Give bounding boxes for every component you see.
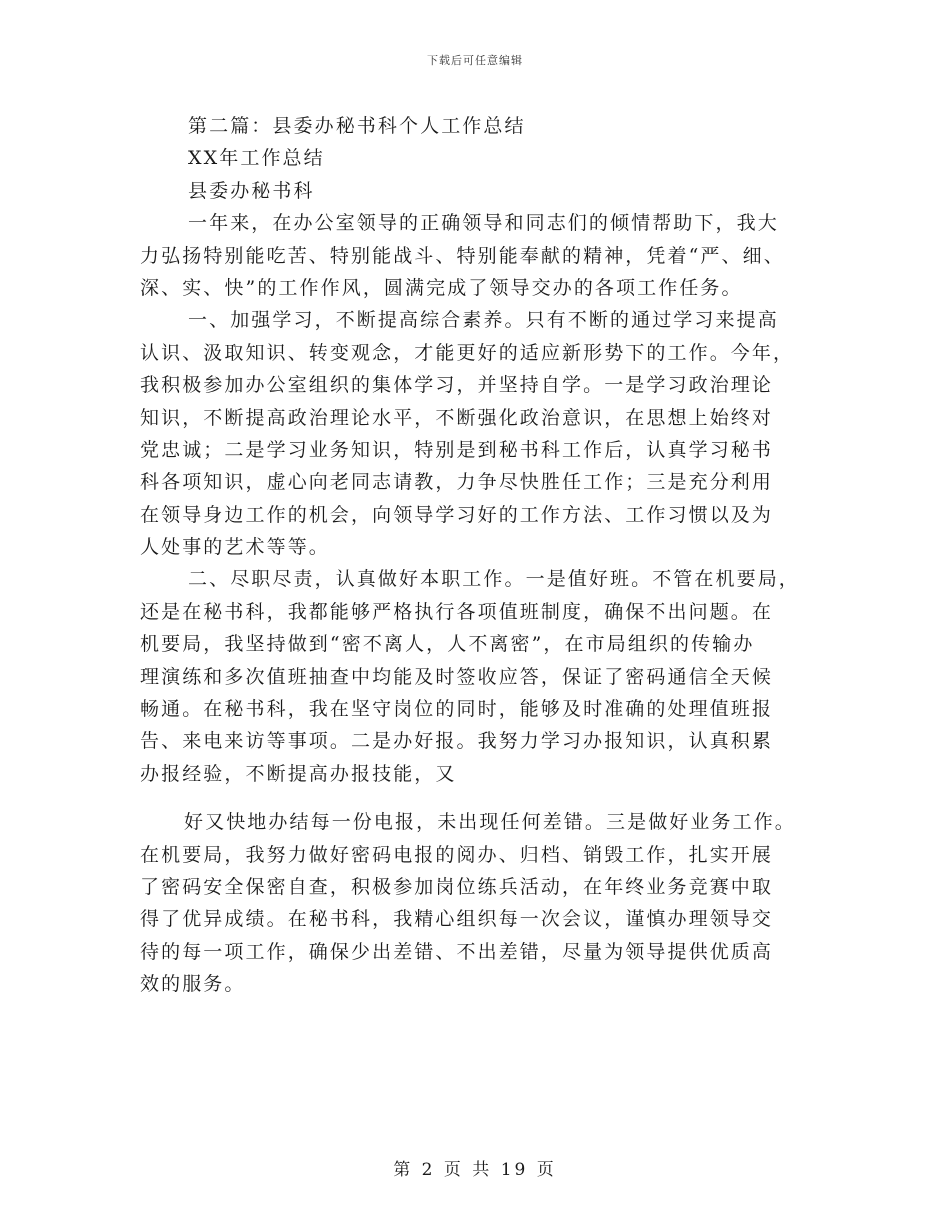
- paragraph-line: 了密码安全保密自查，积极参加岗位练兵活动，在年终业务竞赛中取: [140, 875, 774, 898]
- paragraph-line: 还是在秘书科，我都能够严格执行各项值班制度，确保不出问题。在: [140, 600, 774, 623]
- paragraph-line: 得了优异成绩。在秘书科，我精心组织每一次会议，谨慎办理领导交: [140, 908, 774, 931]
- document-department: 县委办秘书科: [188, 179, 315, 202]
- paragraph-line: 一、加强学习，不断提高综合素养。只有不断的通过学习来提高: [188, 309, 779, 332]
- footer-prefix: 第: [393, 1160, 414, 1180]
- paragraph-line: 二、尽职尽责，认真做好本职工作。一是值好班。不管在机要局，: [188, 568, 800, 591]
- paragraph-line: 力弘扬特别能吃苦、特别能战斗、特别能奉献的精神，凭着“严、细、: [140, 244, 785, 267]
- paragraph-line: 待的每一项工作，确保少出差错、不出差错，尽量为领导提供优质高: [140, 940, 774, 963]
- paragraph-line: 我积极参加办公室组织的集体学习，并坚持自学。一是学习政治理论: [140, 374, 774, 397]
- paragraph-line: 畅通。在秘书科，我在坚守岗位的同时，能够及时准确的处理值班报: [140, 698, 774, 721]
- paragraph-line: 深、实、快”的工作作风，圆满完成了领导交办的各项工作任务。: [140, 276, 743, 299]
- document-title: 第二篇：县委办秘书科个人工作总结: [188, 115, 526, 137]
- page-number-footer: [0, 1155, 950, 1180]
- paragraph-line: 告、来电来访等事项。二是办好报。我努力学习办报知识，认真积累: [140, 730, 774, 753]
- total-page-count: 19: [500, 1160, 529, 1180]
- page-header-note: 下载后可任意编辑: [427, 54, 523, 67]
- paragraph-line: 好又快地办结每一份电报，未出现任何差错。三是做好业务工作。: [184, 811, 796, 834]
- paragraph-line: 党忠诚；二是学习业务知识，特别是到秘书科工作后，认真学习秘书: [140, 438, 774, 461]
- paragraph-line: 一年来，在办公室领导的正确领导和同志们的倾情帮助下，我大: [188, 212, 779, 235]
- paragraph-line: 科各项知识，虚心向老同志请教，力争尽快胜任工作；三是充分利用: [140, 471, 774, 494]
- current-page-number: 2: [421, 1160, 436, 1180]
- paragraph-line: 理演练和多次值班抽查中均能及时签收应答，保证了密码通信全天候: [140, 665, 774, 688]
- footer-suffix: 页: [536, 1160, 557, 1180]
- paragraph-line: 在领导身边工作的机会，向领导学习好的工作方法、工作习惯以及为: [140, 503, 774, 526]
- document-body: [140, 110, 810, 1001]
- paragraph-line: 办报经验，不断提高办报技能，又: [140, 762, 457, 785]
- footer-middle: 页 共: [443, 1160, 493, 1180]
- section-gap: [140, 790, 810, 806]
- paragraph-line: 在机要局，我努力做好密码电报的阅办、归档、销毁工作，扎实开展: [140, 843, 774, 866]
- paragraph-line: 知识，不断提高政治理论水平，不断强化政治意识，在思想上始终对: [140, 406, 774, 429]
- paragraph-line: 效的服务。: [140, 973, 246, 996]
- document-subtitle: XX年工作总结: [188, 147, 325, 170]
- paragraph-line: 机要局，我坚持做到“密不离人，人不离密”，在市局组织的传输办: [140, 633, 755, 656]
- paragraph-line: 人处事的艺术等等。: [140, 536, 330, 559]
- paragraph-line: 认识、汲取知识、转变观念，才能更好的适应新形势下的工作。今年，: [140, 341, 795, 364]
